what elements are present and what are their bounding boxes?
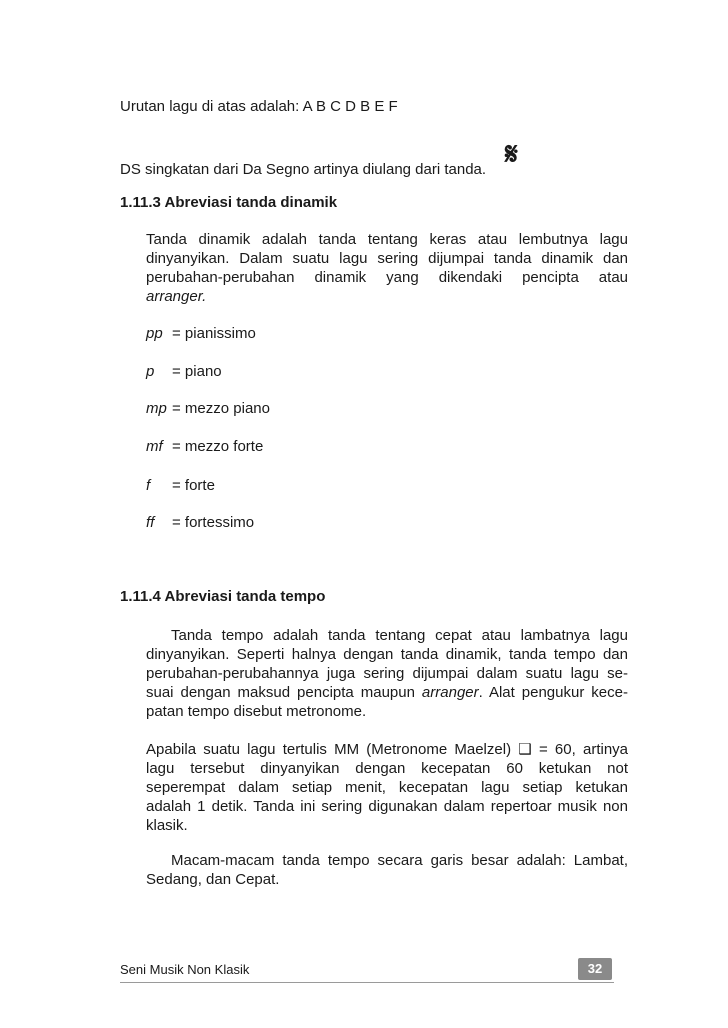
paragraph-line: patan tempo disebut metronome. <box>146 703 367 720</box>
dynamic-item <box>146 325 256 342</box>
paragraph-line: Tanda tempo adalah tanda tentang cepat atau lambatnya lagu <box>171 627 628 644</box>
dynamic-meaning: = piano <box>172 363 222 380</box>
line-text: = 60, artinya <box>531 741 628 758</box>
dynamic-meaning: = mezzo forte <box>172 438 264 455</box>
tempo-paragraph-1 <box>146 626 628 721</box>
paragraph-line: perubahan-perubahan dinamik yang dikendaki pencipta atau <box>146 269 628 286</box>
arranger-term: arranger <box>421 684 479 701</box>
section-heading-tempo: 1.11.4 Abreviasi tanda tempo <box>120 588 326 605</box>
paragraph-line: adalah 1 detik. Tanda ini sering digunakan dalam repertoar musik non <box>146 798 628 815</box>
dynamic-abbr: mp <box>146 400 167 417</box>
dynamic-meaning: = pianissimo <box>172 325 256 342</box>
tempo-paragraph-2 <box>146 740 628 835</box>
dynamics-paragraph <box>146 230 628 306</box>
paragraph-line: dinyanyikan. Dalam suatu lagu sering dijumpai tanda dinamik dan <box>146 250 628 267</box>
dynamic-item <box>146 400 270 417</box>
dynamic-abbr: pp <box>146 325 163 342</box>
paragraph-line: Macam-macam tanda tempo secara garis besar adalah: Lambat, <box>171 852 628 869</box>
sequence-text: Urutan lagu di atas adalah: A B C D B E F <box>120 98 398 115</box>
line-text: . Alat pengukur kece- <box>478 684 628 701</box>
tempo-paragraph-3 <box>146 851 628 889</box>
line-text: suai dengan maksud pencipta maupun <box>146 684 422 701</box>
dynamic-item <box>146 477 215 494</box>
dynamic-meaning: = mezzo piano <box>172 400 270 417</box>
paragraph-line <box>146 740 628 759</box>
segno-icon: 𝄋 <box>505 137 518 172</box>
paragraph-line <box>146 287 628 306</box>
dynamic-meaning: = forte <box>172 477 215 494</box>
paragraph-line: lagu tersebut dinyanyikan dengan kecepatan 60 ketukan not <box>146 760 628 777</box>
ds-text: DS singkatan dari Da Segno artinya diulang dari tanda. <box>120 161 487 178</box>
line-text: Apabila suatu lagu tertulis MM (Metronome Maelzel) <box>146 741 519 758</box>
arranger-term: arranger. <box>146 288 207 305</box>
dynamic-meaning: = fortessimo <box>172 514 255 531</box>
paragraph-line: seperempat dalam setiap menit, kecepatan lagu setiap ketukan <box>146 779 628 796</box>
page-number-badge: 32 <box>578 958 612 980</box>
paragraph-line <box>146 683 628 702</box>
dynamic-abbr: f <box>146 477 151 494</box>
dynamic-abbr: ff <box>146 514 155 531</box>
quarter-note-icon: ❑ <box>518 741 532 758</box>
paragraph-line: perubahan-perubahannya juga sering dijumpai dalam suatu lagu se- <box>146 665 628 682</box>
dynamic-item <box>146 363 222 380</box>
paragraph-line: klasik. <box>146 817 188 834</box>
dynamic-abbr: p <box>146 363 155 380</box>
paragraph-line: dinyanyikan. Seperti halnya dengan tanda dinamik, tanda tempo dan <box>146 646 628 663</box>
dynamic-item <box>146 514 254 531</box>
paragraph-line: Tanda dinamik adalah tanda tentang keras atau lembutnya lagu <box>146 231 628 248</box>
dynamic-abbr: mf <box>146 438 163 455</box>
footer-rule <box>120 982 614 983</box>
dynamic-item <box>146 438 263 455</box>
section-heading-dynamics: 1.11.3 Abreviasi tanda dinamik <box>120 194 338 211</box>
paragraph-line: Sedang, dan Cepat. <box>146 871 280 888</box>
footer-book-title: Seni Musik Non Klasik <box>120 962 250 977</box>
